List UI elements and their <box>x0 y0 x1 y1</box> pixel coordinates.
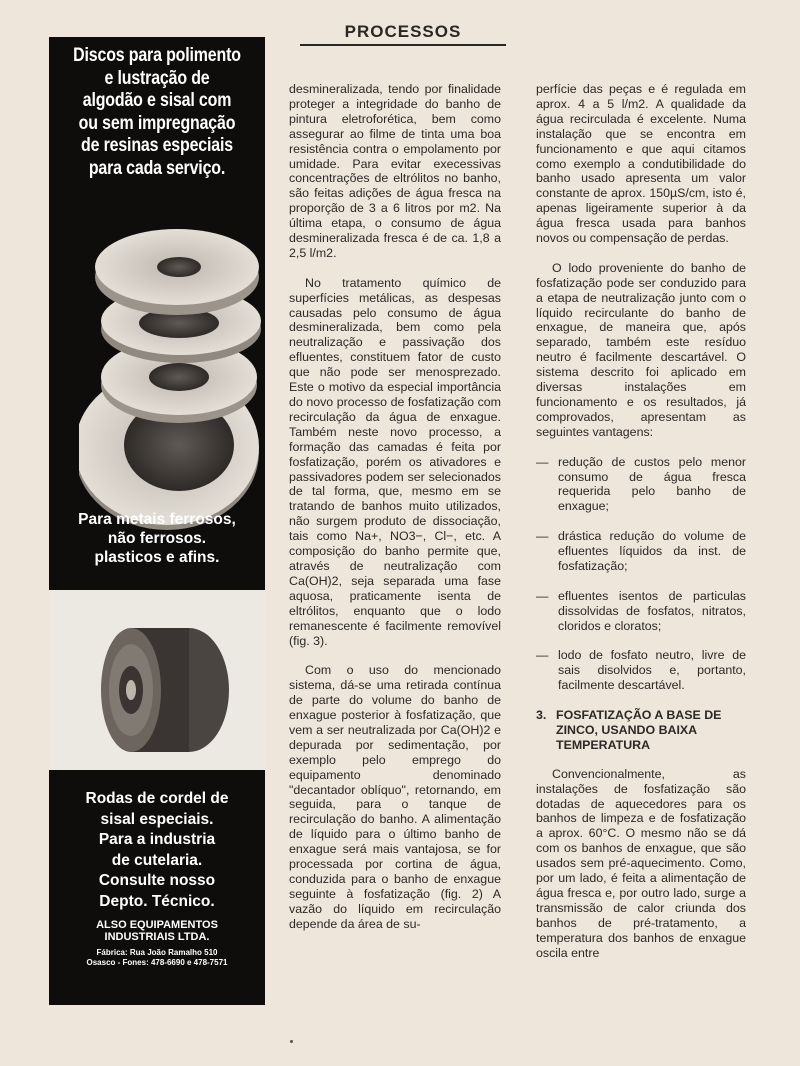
section-header: PROCESSOS <box>344 22 462 41</box>
ad-sub-line: Para a industria <box>98 831 216 848</box>
paragraph: desmineralizada, tendo por finalidade proteger a integridade do banho de pintura eletroforética, bem como assegurar ao filme de tinta uma boa resistência contra o empolamento por umidade. Para evitar execessivas concentrações de eltrólitos no banho, são feitas adições de água fresca na proporção de 3 a 6 litros por m2. Na última etapa, o consumo de água desmineralizada fresca é de ca. 1,8 a 2,5 l/m2. <box>289 82 501 260</box>
paragraph: Convencionalmente, as instalações de fosfatização são dotadas de aquecedores para os banhos de limpeza e de fosfatização a aprox. 60°C. O mesmo não se dá com os banhos de enxague, que são usados sem pré-aquecimento. Como, por um lado, é feita a alimentação de água fresca e, por outro lado, surge a transmissão de calor criunda dos banhos de pré-tratamento, a temperatura dos banhos de enxague oscila entre <box>536 766 746 960</box>
company-line: ALSO EQUIPAMENTOS <box>96 919 218 931</box>
list-item <box>536 648 746 693</box>
sisal-wheel-illustration <box>49 590 265 770</box>
ad-sub-line: Para metais ferrosos, <box>78 511 236 528</box>
ad-headline-line: algodão e sisal com <box>82 90 232 111</box>
ad-headline-line: Discos para polimento <box>73 45 241 66</box>
address-line: Fábrica: Rua João Ramalho 510 <box>96 948 218 957</box>
page-speck <box>290 1040 293 1043</box>
paragraph: O lodo proveniente do banho de fosfatização pode ser conduzido para a etapa de neutralização junto com o líquido recirculante do banho de enxague, de maneira que, após separado, também este resíduo neutro é facilmente descartável. O sistema descrito foi aplicado em diversas instalações em funcionamento e os resultados, já comprovados, apresentam as seguintes vantagens: <box>536 260 746 439</box>
polishing-discs-illustration <box>79 197 265 547</box>
ad-sub-line: Rodas de cordel de <box>85 790 229 807</box>
ad-address <box>49 948 265 968</box>
dash-marker: — <box>536 454 549 469</box>
ad-sub-line: Consulte nosso <box>98 872 216 889</box>
list-item-text: efluentes isentos de particulas dissolvidas de fosfatos, nitratos, cloridos e cloratos; <box>558 588 746 633</box>
advertisement <box>49 37 265 1005</box>
ad-company-name <box>49 919 265 943</box>
dash-marker: — <box>536 648 549 663</box>
list-item-text: redução de custos pelo menor consumo de água fresca requerida pelo banho de enxague; <box>558 454 746 514</box>
text-column-2 <box>536 82 746 975</box>
paragraph: No tratamento químico de superfícies metálicas, as despesas causadas pelo consumo de água desmineralizada, bem como pela neutralização e passivação dos efluentes, constituem fator de custo que não pode ser menosprezado. Este o motivo da especial importância do novo processo de fosfatização com recirculação da água de enxague. Também neste novo processo, a formação das camadas é feita por fosfatização, porém os ativadores e passivadores podem ser selecionados de tal forma, que, mesmo em se tratando de banhos muito utilizados, não surgem produto de dissociação, tais como Na+, NO3−, Cl−, etc. A composição do banho permite que, através de neutralização com Ca(OH)2, seja separada uma fase aquosa, praticamente isenta de eltrólitos, enquanto que o lodo remanescente é facilmente removível (fig. 3). <box>289 275 501 648</box>
advantages-list <box>536 455 746 693</box>
ad-sub-line: sisal especiais. <box>100 810 214 828</box>
ad-headline-line: de resinas especiais <box>81 135 233 156</box>
address-line: Osasco - Fones: 478-6690 e 478-7571 <box>86 958 228 967</box>
ad-subheadline-metals <box>49 510 265 567</box>
dash-marker: — <box>536 588 549 603</box>
ad-headline <box>66 45 247 180</box>
text-column-1 <box>289 82 501 947</box>
company-line: INDUSTRIAIS LTDA. <box>104 931 210 943</box>
section-heading <box>536 708 746 753</box>
list-item <box>536 455 746 515</box>
list-item-text: drástica redução do volume de efluentes líquidos da inst. de fosfatização; <box>558 529 746 573</box>
ad-sub-line: plasticos e afins. <box>94 549 220 566</box>
paragraph: Com o uso do mencionado sistema, dá-se uma retirada contínua de parte do volume do banho de enxague posterior à fosfatização, que vem a ser neutralizada por Ca(OH)2 e depurada por sedimentação, por exemplo pelo emprego do equipamento denominado "decantador oblíquo", retornando, em seguida, para o tanque de recirculação do banho. A alimentação de líquido para o último banho de enxague será mais vantajosa, se for processada por cortina de água, conduzida para o banho de enxague seguinte à fosfatização (fig. 2) A vazão do líquido em recirculação depende da área de su- <box>289 663 501 931</box>
ad-sub-line: não ferrosos. <box>107 530 207 547</box>
paragraph: perfície das peças e é regulada em aprox. 4 a 5 l/m2. A qualidade da água recirculada é excelente. Numa instalação que se encontra em funcionamento e que aqui citamos como exemplo a condutibilidade do banho usado apresenta um valor constante de aprox. 150µS/cm, isto é, apenas ligeiramente superior à da água fresca usada para banhos novos ou compensação de perdas. <box>536 82 746 246</box>
ad-subheadline-sisal <box>49 789 265 912</box>
ad-sub-line: Depto. Técnico. <box>99 892 215 910</box>
ad-headline-line: ou sem impregnação <box>78 112 236 134</box>
ad-headline-line: e lustração de <box>104 67 210 89</box>
list-item-text: lodo de fosfato neutro, livre de sais disolvidos e, portanto, facilmente descartável. <box>558 648 746 693</box>
list-item <box>536 529 746 574</box>
section-number: 3. <box>536 707 547 722</box>
ad-headline-line: para cada serviço. <box>88 157 226 179</box>
list-item <box>536 589 746 634</box>
header-rule <box>300 44 506 46</box>
sisal-wheel-photo <box>49 590 265 770</box>
ad-sub-line: de cutelaria. <box>111 851 203 869</box>
section-title: FOSFATIZAÇÃO A BASE DE ZINCO, USANDO BAIXA TEMPERATURA <box>556 707 722 752</box>
dash-marker: — <box>536 529 549 544</box>
